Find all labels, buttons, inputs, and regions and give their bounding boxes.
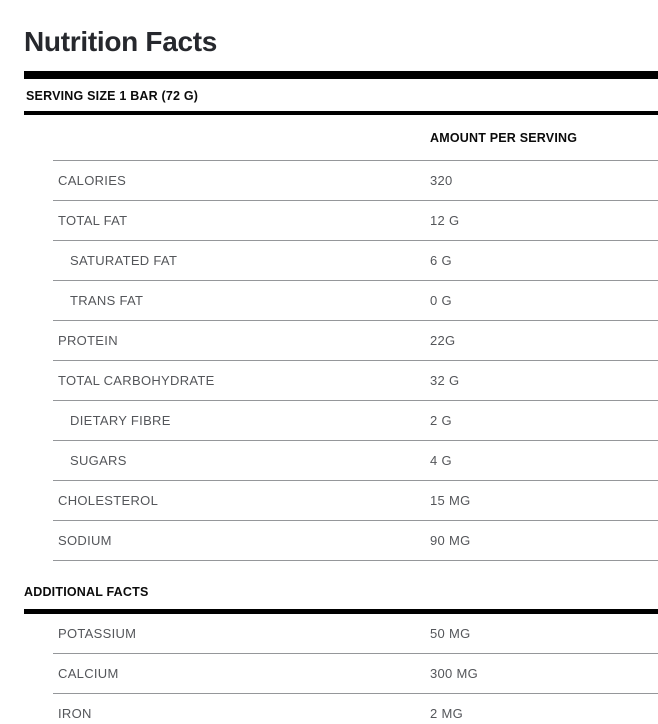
table-row-total-carbohydrate xyxy=(53,361,658,401)
row-label: TRANS FAT xyxy=(70,293,144,308)
row-value: 2 MG xyxy=(430,706,463,721)
table-row-protein xyxy=(53,321,658,361)
row-label: CALCIUM xyxy=(58,666,119,681)
row-value: 90 MG xyxy=(430,533,471,548)
row-label: SUGARS xyxy=(70,453,127,468)
row-label: PROTEIN xyxy=(58,333,118,348)
table-row-dietary-fibre xyxy=(53,401,658,441)
additional-facts-heading: ADDITIONAL FACTS xyxy=(24,585,149,599)
serving-size-label: SERVING SIZE 1 BAR (72 G) xyxy=(26,89,199,103)
table-row-saturated-fat xyxy=(53,241,658,281)
table-row-total-fat xyxy=(53,201,658,241)
row-label: POTASSIUM xyxy=(58,626,137,641)
page-title: Nutrition Facts xyxy=(24,26,218,57)
row-label: TOTAL FAT xyxy=(58,213,128,228)
row-value: 12 G xyxy=(430,213,460,228)
additional-facts-table xyxy=(53,614,658,724)
amount-per-serving-header: AMOUNT PER SERVING xyxy=(430,130,578,145)
divider-thick-top xyxy=(24,71,658,79)
row-label: CALORIES xyxy=(58,173,127,188)
row-value: 4 G xyxy=(430,453,452,468)
table-row-trans-fat xyxy=(53,281,658,321)
row-value: 6 G xyxy=(430,253,452,268)
table-row-cholesterol xyxy=(53,481,658,521)
table-row-sodium xyxy=(53,521,658,561)
row-value: 32 G xyxy=(430,373,460,388)
row-value: 300 MG xyxy=(430,666,479,681)
row-value: 22G xyxy=(430,333,456,348)
table-row-calcium xyxy=(53,654,658,694)
table-row-calories xyxy=(53,161,658,201)
table-header-row xyxy=(53,115,658,161)
row-label: SATURATED FAT xyxy=(70,253,178,268)
row-value: 320 xyxy=(430,173,453,188)
row-label: IRON xyxy=(58,706,92,721)
row-value: 15 MG xyxy=(430,493,471,508)
row-label: DIETARY FIBRE xyxy=(70,413,171,428)
table-row-iron xyxy=(53,694,658,724)
row-label: CHOLESTEROL xyxy=(58,493,159,508)
row-value: 0 G xyxy=(430,293,452,308)
row-label: TOTAL CARBOHYDRATE xyxy=(58,373,215,388)
table-row-sugars xyxy=(53,441,658,481)
table-row-potassium xyxy=(53,614,658,654)
nutrition-table xyxy=(53,115,658,561)
row-value: 50 MG xyxy=(430,626,471,641)
row-label: SODIUM xyxy=(58,533,112,548)
row-value: 2 G xyxy=(430,413,452,428)
